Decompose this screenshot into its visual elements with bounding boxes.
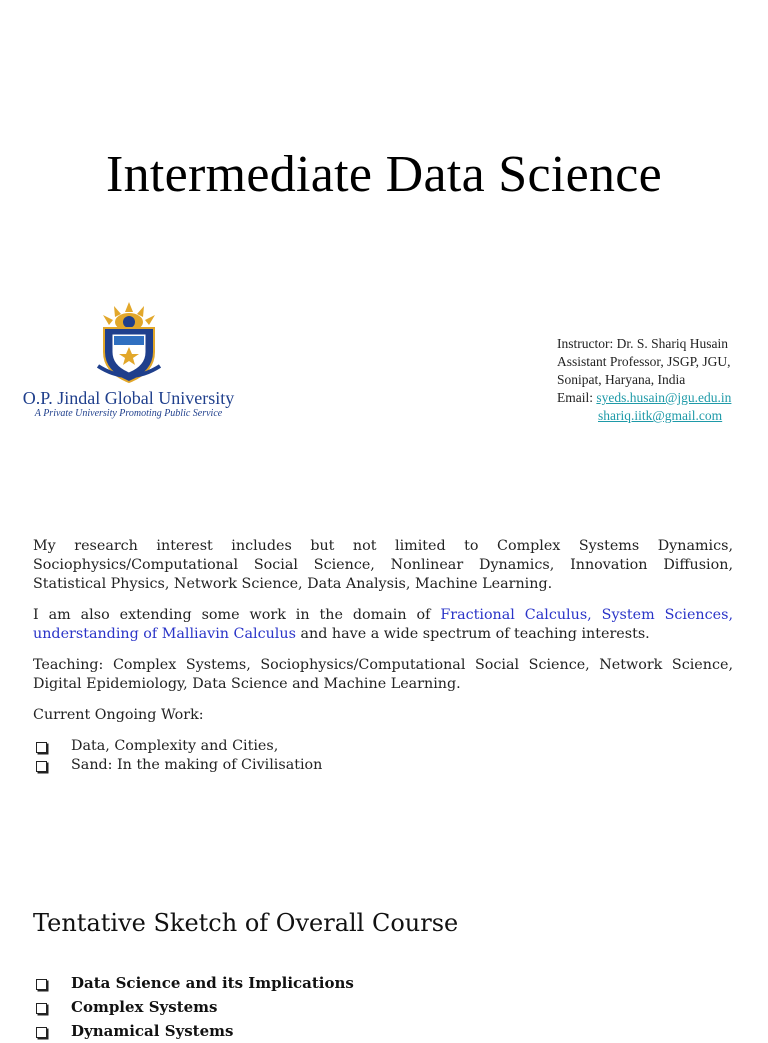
checkbox-bullet-icon [36,761,47,772]
email-link-secondary[interactable]: shariq.iitk@gmail.com [598,408,723,423]
research-paragraph: My research interest includes but not limited to Complex Systems Dynamics, Sociophysics/Computational Social Science, Nonlinear Dynamics, Innovation Diffusion, Statistical Physics, Network Science, Data Analysis, Machine Learning. [33,538,733,592]
instructor-title: Assistant Professor, JSGP, JGU, [557,354,731,369]
course-sketch-heading: Tentative Sketch of Overall Course [33,909,459,937]
university-tagline: A Private University Promoting Public Service [34,408,223,419]
university-crest-icon [90,300,168,386]
extending-suffix: and have a wide spectrum of teaching interests. [295,626,650,642]
list-item: Complex Systems [36,995,354,1019]
extending-highlight: Fractional Calculus, System Sciences, understanding of Malliavin Calculus [33,607,733,642]
instructor-info [557,335,731,425]
checkbox-bullet-icon [36,1003,47,1014]
extending-prefix: I am also extending some work in the domain of [33,607,441,623]
list-item: Sand: In the making of Civilisation [36,756,322,775]
instructor-email-row-2 [557,407,731,425]
list-item: Data Science and its Implications [36,971,354,995]
ongoing-work-label: Current Ongoing Work: [33,707,204,723]
page-title: Intermediate Data Science [105,146,663,203]
course-topic-list [36,971,354,1043]
extending-paragraph [33,606,733,644]
university-logo [16,300,241,425]
ongoing-work-list [36,737,322,775]
email-link-primary[interactable]: syeds.husain@jgu.edu.in [596,390,732,405]
email-label: Email: [557,390,597,405]
teaching-paragraph: Teaching: Complex Systems, Sociophysics/Computational Social Science, Network Science, Digital Epidemiology, Data Science and Machine Learning. [33,657,733,692]
checkbox-bullet-icon [36,1027,47,1038]
university-name: O.P. Jindal Global University [22,388,235,408]
instructor-email-row [557,389,731,407]
instructor-location: Sonipat, Haryana, India [557,372,686,387]
list-item: Dynamical Systems [36,1019,354,1043]
checkbox-bullet-icon [36,979,47,990]
list-item: Data, Complexity and Cities, [36,737,322,756]
instructor-name: Instructor: Dr. S. Shariq Husain [557,336,728,351]
checkbox-bullet-icon [36,742,47,753]
